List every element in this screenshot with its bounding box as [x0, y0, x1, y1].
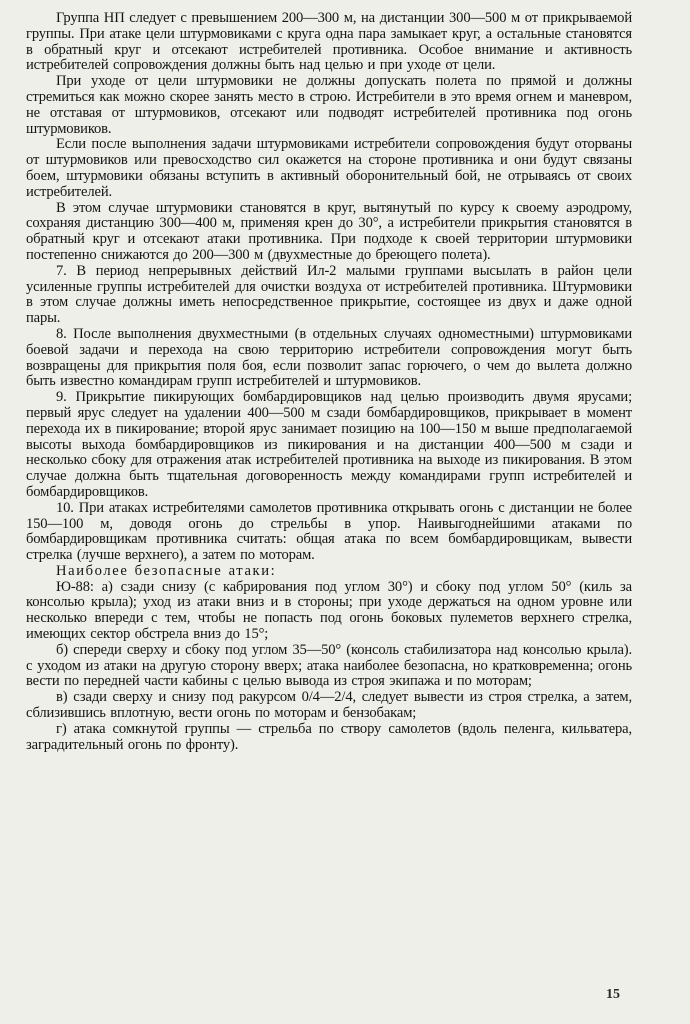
paragraph-item-10: 10. При атаках истребителями самолетов противника открывать огонь с дистанции не более 150—100 м, доводя огонь до стрельбы в упор. Наивыгоднейшими атаками по бомбардировщикам противника считать: общая атака по всем бомбардировщикам, вывести стрелка (лучше верхнего), а затем по моторам.: [26, 499, 632, 564]
paragraph-item-9: 9. Прикрытие пикирующих бомбардировщиков над целью производить двумя ярусами; первый ярус следует на удалении 400—500 м сзади бомбардировщиков, прикрывает в момент перехода их в пикирование; второй ярус занимает позицию на 100—150 м выше предполагаемой высоты выхода бомбардировщиков из пикирования и на дистанции 400—500 м сзади и несколько сбоку для отражения атак истребителей противника на выходе из пикирования. В этом случае должна быть тщательная договоренность между командирами групп истребителей и бомбардировщиков.: [26, 389, 632, 500]
paragraph-separated-escort: Если после выполнения задачи штурмовиками истребители сопровождения будут оторваны от штурмовиков или превосходство сил окажется на стороне противника и они будут связаны боем, штурмовики обязаны вступить в активный оборонительный бой, не отрываясь от своих истребителей.: [26, 136, 632, 200]
paragraph-item-7: 7. В период непрерывных действий Ил-2 малыми группами высылать в район цели усиленные группы истребителей для очистки воздуха от истребителей противника. Штурмовики в этом случае должны иметь непосредственное прикрытие, состоящее из двух и даже одной пары.: [26, 262, 632, 327]
paragraph-item-8: 8. После выполнения двухместными (в отдельных случаях одноместными) штурмовиками боевой задачи и перехода на свою территорию истребители сопровождения могут быть возвращены для прикрытия поля боя, если позволит запас горючего, о чем до вылета должно быть известно командирам групп истребителей и штурмовиков.: [26, 325, 632, 390]
page-number: 15: [606, 987, 620, 1002]
body-text: [26, 11, 632, 753]
paragraph-defensive-circle: В этом случае штурмовики становятся в круг, вытянутый по курсу к своему аэродрому, сохраняя дистанцию 300—400 м, применяя крен до 30°, а истребители прикрытия становятся в обратный круг и отсекают атаки противника. При подходе к своей территории штурмовики постепенно снижаются до 200—300 м (двухместные до бреющего полета).: [26, 199, 632, 263]
paragraph-b: б) спереди сверху и сбоку под углом 35—50° (консоль стабилизатора над консолью крыла). с уходом из атаки на другую сторону вверх; атака наиболее безопасна, но кратковременна; огонь вести по передней части кабины с целью вывода из строя экипажа и по моторам;: [26, 641, 632, 690]
paragraph-np-group: Группа НП следует с превышением 200—300 м, на дистанции 300—500 м от прикрываемой группы. При атаке цели штурмовиками с круга одна пара замыкает круг, а остальные становятся в обратный круг и отсекают истребителей противника. Особое внимание и активность истребителей сопровождения должны быть над целью и при уходе от цели.: [26, 10, 632, 74]
paragraph-g: г) атака сомкнутой группы — стрельба по створу самолетов (вдоль пеленга, кильватера, заградительный огонь по фронту).: [26, 720, 632, 753]
paragraph-ju88-a: Ю-88: а) сзади снизу (с кабрирования под углом 30°) и сбоку под углом 50° (киль за консолью крыла); уход из атаки вниз и в стороны; при уходе держаться на одном уровне или несколько впереди с тем, чтобы не попасть под огонь боковых пулеметов верхнего стрелка, имеющих сектор обстрела вниз до 15°;: [26, 578, 632, 643]
paragraph-v: в) сзади сверху и снизу под ракурсом 0/4—2/4, следует вывести из строя стрелка, а затем, сблизившись вплотную, вести огонь по моторам и бензобакам;: [26, 689, 632, 722]
section-heading-safe-attacks: Наиболее безопасные атаки:: [56, 562, 277, 579]
paragraph-departure: При уходе от цели штурмовики не должны допускать полета по прямой и должны стремиться как можно скорее занять место в строю. Истребители в это время огнем и маневром, не отставая от штурмовиков, отсекают или подводят истребителей противника под огонь штурмовиков.: [26, 73, 632, 137]
